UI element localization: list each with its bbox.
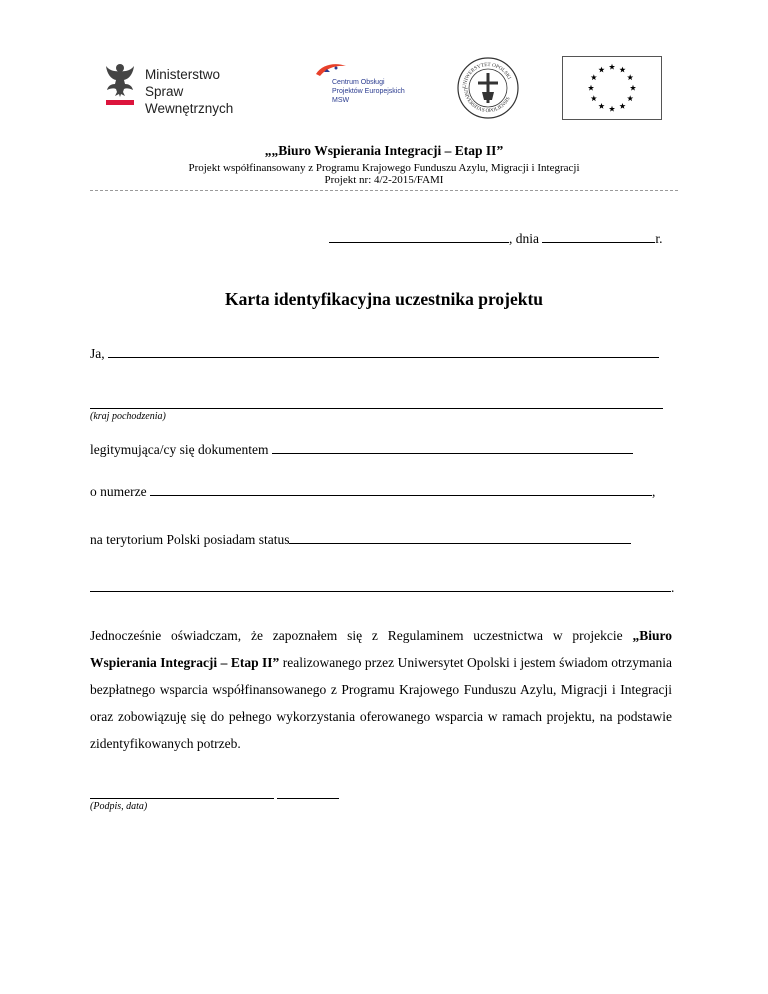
name-row: Ja, [90,345,659,362]
declaration-paragraph: Jednocześnie oświadczam, że zapoznałem się z Regulaminem uczestnictwa w projekcie „Biuro Wspierania Integracji – Etap II” realizowanego przez Uniwersytet Opolski i jestem świadom otrzymania bezpłatnego wsparcia współfinansowanego z Programu Krajowego Funduszu Azylu, Migracji i Integracji oraz zobowiązuję się do pełnego wykorzystania oferowanego wsparcia w ramach projektu, na podstawie zidentyfikowanych potrzeb. [90,628,673,751]
date-field[interactable] [542,230,655,243]
cop-swoosh-icon [314,60,348,80]
status-row: na terytorium Polski posiadam status [90,531,631,548]
signature-caption: (Podpis, data) [90,801,148,812]
cop-logo [314,60,424,108]
university-seal-icon [456,56,520,120]
project-subtitle: Projekt współfinansowany z Programu Krajowego Funduszu Azylu, Migracji i Integracji [188,162,580,174]
signature-field[interactable] [90,786,274,799]
status-field[interactable] [289,531,631,544]
status-continuation-field[interactable] [90,579,671,592]
project-number: Projekt nr: 4/2-2015/FAMI [324,174,444,186]
project-title: „„Biuro Wspierania Integracji – Etap II” [264,143,504,158]
place-field[interactable] [329,230,509,243]
signature-date-field[interactable] [277,786,339,799]
form-title: Karta identyfikacyjna uczestnika projektu [224,289,544,309]
country-field[interactable] [90,396,663,409]
header-divider [90,190,678,191]
number-row: o numerze , [90,484,656,499]
svg-text:UNIVERSITAS OPOLIENSIS: UNIVERSITAS OPOLIENSIS [461,87,512,115]
eu-flag-logo [562,56,662,120]
number-field[interactable] [150,483,652,496]
country-caption: (kraj pochodzenia) [90,411,166,422]
ministry-name: Ministerstwo Spraw Wewnętrznych [145,67,234,116]
date-line: , dnia r. [329,230,663,247]
university-seal-logo [456,56,520,120]
status-continuation-row: . [90,579,674,596]
name-field[interactable] [108,345,659,358]
polish-eagle-icon [105,62,135,106]
cop-name: Centrum Obsługi Projektów Europejskich MSW [332,79,405,104]
eu-stars-icon [562,56,662,120]
document-field[interactable] [272,441,633,454]
svg-text:UNIWERSYTET OPOLSKI: UNIWERSYTET OPOLSKI [461,61,512,89]
document-row: legitymująca/cy się dokumentem [90,441,633,458]
ministry-logo [105,62,275,116]
